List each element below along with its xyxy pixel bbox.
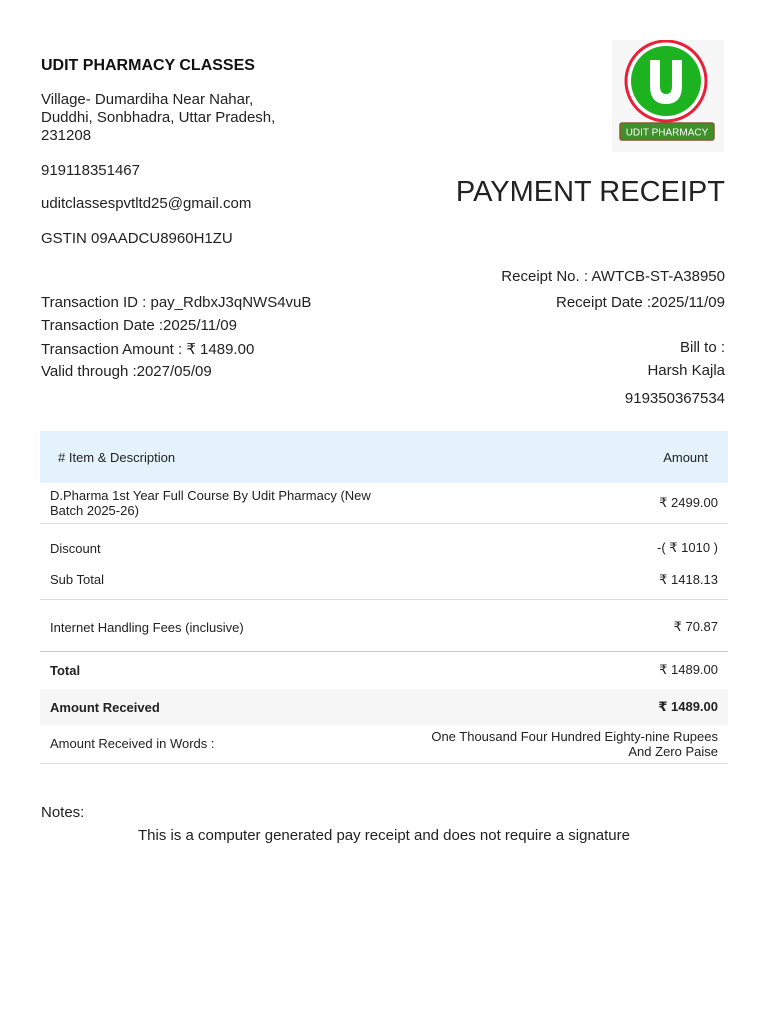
header-amount: Amount [663, 449, 708, 465]
bill-to-name: Harsh Kajla [647, 362, 725, 379]
bill-to-label: Bill to : [679, 339, 725, 356]
item-amount: ₹ 2499.00 [659, 494, 718, 510]
header-item-description: # Item & Description [58, 449, 176, 465]
transaction-id: Transaction ID : pay_RdbxJ3qNWS4vuB [41, 294, 312, 311]
amount-received-value: ₹ 1489.00 [658, 699, 718, 714]
total-value: ₹ 1489.00 [659, 662, 718, 678]
fees-value: ₹ 70.87 [673, 619, 718, 634]
receipt-number: Receipt No. : AWTCB-ST-A38950 [501, 268, 725, 285]
subtotal-row [40, 561, 728, 599]
company-gstin: GSTIN 09AADCU8960H1ZU [41, 230, 233, 247]
items-table [40, 431, 728, 764]
total-label: Total [50, 662, 81, 678]
amount-words-label: Amount Received in Words : [50, 736, 215, 752]
company-address [41, 91, 311, 145]
company-name: UDIT PHARMACY CLASSES [41, 57, 255, 74]
fees-label: Internet Handling Fees (inclusive) [50, 619, 244, 635]
item-description: D.Pharma 1st Year Full Course By Udit Pharmacy (New Batch 2025-26) [50, 487, 371, 518]
table-row [40, 483, 728, 523]
subtotal-value: ₹ 1418.13 [659, 571, 718, 587]
amount-received-label: Amount Received [50, 699, 160, 715]
discount-row [40, 523, 728, 561]
valid-through: Valid through :2027/05/09 [41, 363, 212, 380]
company-email: uditclassespvtltd25@gmail.com [41, 195, 252, 212]
subtotal-label: Sub Total [50, 572, 104, 588]
address-line-2: Duddhi, Sonbhadra, Uttar Pradesh, [41, 109, 276, 126]
transaction-date: Transaction Date :2025/11/09 [41, 317, 237, 334]
amount-words-row [40, 725, 728, 763]
total-row [40, 651, 728, 689]
udit-pharmacy-logo [612, 40, 724, 152]
transaction-amount: Transaction Amount : ₹ 1489.00 [41, 341, 255, 358]
fees-row [40, 599, 728, 651]
bill-to-phone: 919350367534 [624, 390, 725, 407]
receipt-date: Receipt Date :2025/11/09 [555, 294, 725, 311]
logo-banner-text: UDIT PHARMACY [625, 127, 709, 139]
discount-label: Discount [50, 540, 101, 556]
table-header-row [40, 431, 728, 483]
amount-words-value: One Thousand Four Hundred Eighty-nine Rupees And Zero Paise [431, 728, 718, 759]
address-line-3: 231208 [41, 127, 92, 144]
notes-label: Notes: [41, 804, 85, 821]
notes-text: This is a computer generated pay receipt and does not require a signature [138, 827, 630, 844]
receipt-title: PAYMENT RECEIPT [455, 176, 725, 208]
discount-value: -( ₹ 1010 ) [656, 540, 718, 556]
address-line-1: Village- Dumardiha Near Nahar, [41, 91, 254, 108]
amount-received-row [40, 689, 728, 725]
company-phone: 919118351467 [41, 162, 140, 179]
